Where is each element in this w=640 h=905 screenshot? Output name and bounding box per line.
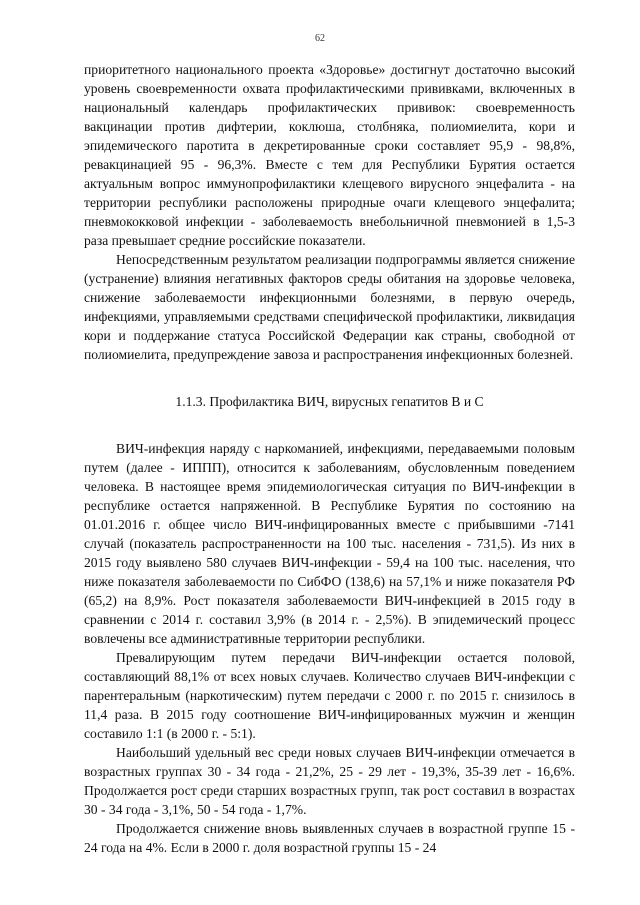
paragraph-hiv-situation: ВИЧ-инфекция наряду с наркоманией, инфекциями, передаваемыми половым путем (далее - ИППП), относится к заболеваниям, обусловленным поведением человека. В настоящее время эпидемиологическая ситуация по ВИЧ-инфекции в республике остается напряженной. В Республике Бурятия по состоянию на 01.01.2016 г. общее число ВИЧ-инфицированных вместе с прибывшими -7141 случай (показатель распространенности на 100 тыс. населения - 731,5). Из них в 2015 году выявлено 580 случаев ВИЧ-инфекции - 59,4 на 100 тыс. населения, что ниже показателя заболеваемости по СибФО (138,6) на 57,1% и ниже показателя РФ (65,2) на 8,9%. Рост показателя заболеваемости ВИЧ-инфекцией в 2015 году в сравнении с 2014 г. составил 3,9% (в 2014 г. - 2,5%). В эпидемический процесс вовлечены все административные территории республики. — [84, 441, 575, 646]
page-number: 62 — [315, 33, 325, 44]
document-body — [84, 60, 575, 857]
section-heading: 1.1.3. Профилактика ВИЧ, вирусных гепатитов В и С — [175, 394, 484, 409]
paragraph-transmission-route: Превалирующим путем передачи ВИЧ-инфекции остается половой, составляющий 88,1% от всех новых случаев. Количество случаев ВИЧ-инфекции с парентеральным (наркотическим) путем передачи с 2000 г. по 2015 г. снизилось в 11,4 раза. В 2015 году соотношение ВИЧ-инфицированных мужчин и женщин составило 1:1 (в 2000 г. - 5:1). — [84, 650, 575, 741]
paragraph-immunization-coverage: приоритетного национального проекта «Здоровье» достигнут достаточно высокий уровень своевременности охвата профилактическими прививками, включенных в национальный календарь профилактических прививок: своевременность вакцинации против дифтерии, коклюша, столбняка, полиомиелита, кори и эпидемического паротита в декретированные сроки составляет 95,9 - 98,8%, ревакцинацией 95 - 96,3%. Вместе с тем для Республики Бурятия остается актуальным вопрос иммунопрофилактики клещевого вирусного энцефалита - на территории республики расположены природные очаги клещевого энцефалита; пневмококковой инфекции - заболеваемость внебольничной пневмонией в 1,5-3 раза превышает средние российские показатели. — [84, 62, 575, 248]
paragraph-age-groups: Наибольший удельный вес среди новых случаев ВИЧ-инфекции отмечается в возрастных группах 30 - 34 года - 21,2%, 25 - 29 лет - 19,3%, 35-39 лет - 16,6%. Продолжается рост среди старших возрастных групп, так рост составил в возрастах 30 - 34 года - 3,1%, 50 - 54 года - 1,7%. — [84, 745, 575, 817]
paragraph-youth-decline: Продолжается снижение вновь выявленных случаев в возрастной группе 15 - 24 года на 4%. Если в 2000 г. доля возрастной группы 15 - 24 — [84, 821, 575, 855]
paragraph-subprogram-result: Непосредственным результатом реализации подпрограммы является снижение (устранение) влияния негативных факторов среды обитания на здоровье человека, снижение заболеваемости инфекционными болезнями, в первую очередь, инфекциями, управляемыми средствами специфической профилактики, ликвидация кори и поддержание статуса Российской Федерации как страны, свободной от полиомиелита, предупреждение завоза и распространения инфекционных болезней. — [84, 252, 575, 362]
